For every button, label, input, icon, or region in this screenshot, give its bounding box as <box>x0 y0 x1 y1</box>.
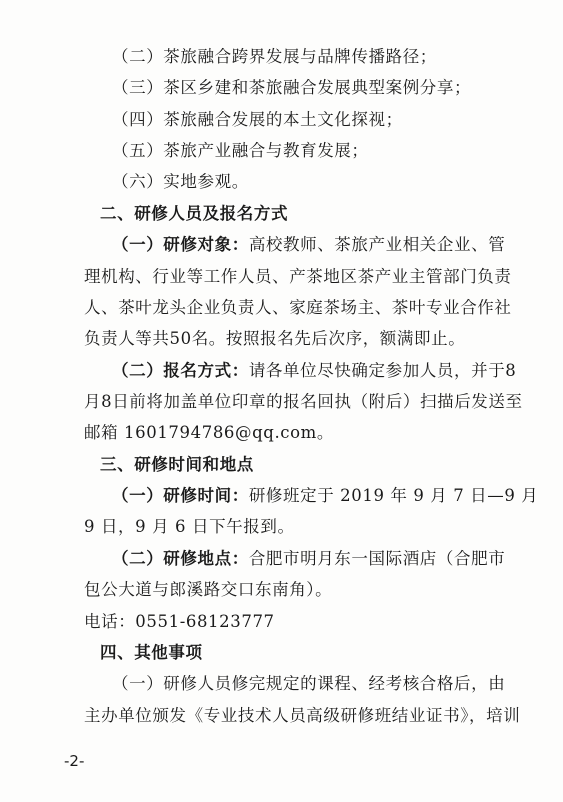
paragraph-time-line-1 <box>112 484 563 508</box>
list-item-4: （四）茶旅融合发展的本土文化探视； <box>112 109 403 129</box>
location-label: （二）研修地点： <box>112 548 249 568</box>
page-number: -2- <box>64 752 85 770</box>
paragraph-location-line-2: 包公大道与郎溪路交口东南角）。 <box>84 580 333 600</box>
registration-text: 请各单位尽快确定参加人员，并于8 <box>248 360 517 380</box>
paragraph-time-line-2: 9 日，9 月 6 日下午报到。 <box>84 517 295 537</box>
list-item-5: （五）茶旅产业融合与教育发展； <box>112 141 369 161</box>
participants-label: （一）研修对象： <box>112 235 249 255</box>
paragraph-location-line-1 <box>112 547 563 571</box>
paragraph-registration-line-1 <box>112 359 563 383</box>
section-heading-3: 三、研修时间和地点 <box>100 454 254 474</box>
paragraph-registration-line-2: 月8日前将加盖单位印章的报名回执（附后）扫描后发送至 <box>84 392 523 411</box>
paragraph-registration-line-3: 邮箱 1601794786@qq.com。 <box>84 423 335 443</box>
time-text: 研修班定于 2019 年 9 月 7 日—9 月 <box>248 486 539 506</box>
list-item-3: （三）茶区乡建和茶旅融合发展典型案例分享； <box>112 78 472 98</box>
paragraph-participants-line-2: 理机构、行业等工作人员、产茶地区茶产业主管部门负责 <box>84 266 512 286</box>
section-heading-4: 四、其他事项 <box>100 642 203 662</box>
phone-line: 电话：0551-68123777 <box>84 611 275 631</box>
paragraph-participants-line-1 <box>112 233 563 257</box>
list-item-6: （六）实地参观。 <box>112 172 249 192</box>
registration-label: （二）报名方式： <box>112 360 249 380</box>
location-text: 合肥市明月东一国际酒店（合肥市 <box>248 548 506 568</box>
paragraph-participants-line-4: 负责人等共50名。按照报名先后次序，额满即止。 <box>84 329 466 349</box>
time-label: （一）研修时间： <box>112 486 249 506</box>
paragraph-certificate-line-1: （一）研修人员修完规定的课程、经考核合格后，由 <box>112 674 506 694</box>
list-item-2: （二）茶旅融合跨界发展与品牌传播路径； <box>112 47 437 66</box>
paragraph-participants-line-3: 人、茶叶龙头企业负责人、家庭茶场主、茶叶专业合作社 <box>84 297 512 317</box>
section-heading-2: 二、研修人员及报名方式 <box>100 203 289 223</box>
paragraph-certificate-line-2: 主办单位颁发《专业技术人员高级研修班结业证书》，培训 <box>84 705 521 725</box>
participants-text: 高校教师、茶旅产业相关企业、管 <box>248 235 506 255</box>
